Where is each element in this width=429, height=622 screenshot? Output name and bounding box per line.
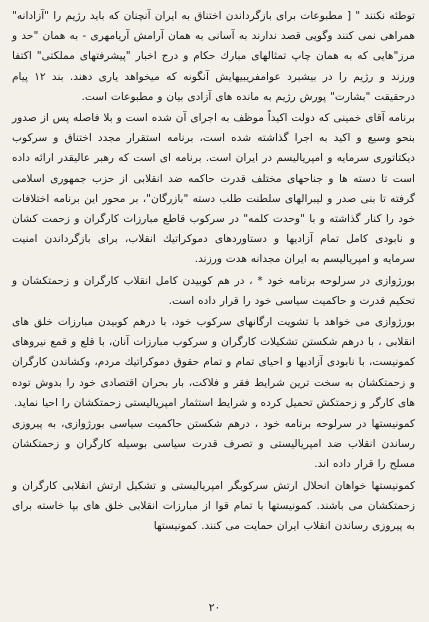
paragraph-5: كمونيستها در سرلوحه برنامه خود ، درهم شكستن حاكميت سياسى بورژوازى، به پيروزى رساندن انقلاب ضد امپرياليستى و تصرف قدرت سياسى بوسيله كارگران و زحمتكشان مسلح را قرار داده اند. bbox=[12, 418, 415, 471]
page-number: ۲۰ bbox=[208, 601, 221, 614]
paragraph-1: توطئه نكنند " [ مطبوعات براى بازگرداندن اختناق به ايران آنچنان كه بايد رژيم را "آزادانه" همراهى نمى كنند وگويى قصد ندارند به آسانى به همان آرامش آريامهرى - به همان "حد و مرز"هايى كه به همان چاپ تمثالهاى مبارك حكام و درج اخبار "پيشرفتهاى مملكتى" اكتفا ورزند و رژيم را در بيشبرد عوامفريبيهايش آنگونه كه ميخواهد يارى دهند. بند ۱۲ پيام درحقيقت "بشارت" پورش رژيم به مانده هاى آزادى بيان و مطبوعات است. bbox=[12, 10, 415, 103]
paragraph-4: بورژوازى مى خواهد با تشويت ارگانهاى سركوب خود، با درهم كوبيدن مبارزات خلق هاى انقلابى ، با درهم شكستن تشكيلات كارگران و سركوب مبارزات آنان، با قلع و قمع نيروهاى كمونيست، با نابودى آزاديها و احياى تمام و تمام حقوق دموكراتيك مردم، وكشاندن كارگران و زحمتكشان به سخت ترين شرايط فقر و فلاكت، بار بحران اقتصادى خود را بدوش توده هاى كارگر و زحمتكش تحميل كرده و شرايط استثمار امپرياليستى زحمتكشان را احيا نمايد. bbox=[12, 316, 415, 409]
paragraph-2: برنامه آقاى خمينى كه دولت اكيداً موظف به اجراى آن شده است و بلا فاصله پس از صدور بنحو وسيع و اكيد به اجرا گذاشته شده است، برنامه استقرار مجدد اختناق و سركوب ديكتاتورى سرمايه و امپرياليسم در ايران است. برنامه اى است كه رهبر عاليقدر ارائه داده است تا دسته ها و جناحهاى مختلف قدرت حاكمه ضد انقلابى از حزب جمهورى اسلامى گرفته تا بنى صدر و ليبرالهاى سلطنت طلب دسته "بازرگان"، بر محور اين برنامه اختلافات خود را كنار گذاشته و با "وحدت كلمه" در سركوب قاطع مبارزات كارگران و زحمت كشان و نابودى كامل تمام آزاديها و دستاوردهاى دموكراتيك انقلاب، براى بازگرداندن امنيت سرمايه و امپرياليسم به ايران مجدانه هدت ورزند. bbox=[12, 112, 415, 266]
paragraph-6: كمونيستها خواهان انحلال ارتش سركوبگر امپرياليستى و تشكيل ارتش انقلابى كارگران و زحمتكشان مى باشند. كمونيستها با تمام قوا از مبارزات انقلابى خلق هاى بپا خاسته براى به پيروزى رساندن انقلاب ايران حمايت مى كنند. كمونيستها bbox=[12, 479, 415, 533]
paragraph-3: بورژوازى در سرلوحه برنامه خود * ، در هم كوبيدن كامل انقلاب كارگران و زحمتكشان و تحكيم قدرت و حاكميت سياسى خود را قرار داده است. bbox=[12, 274, 415, 307]
